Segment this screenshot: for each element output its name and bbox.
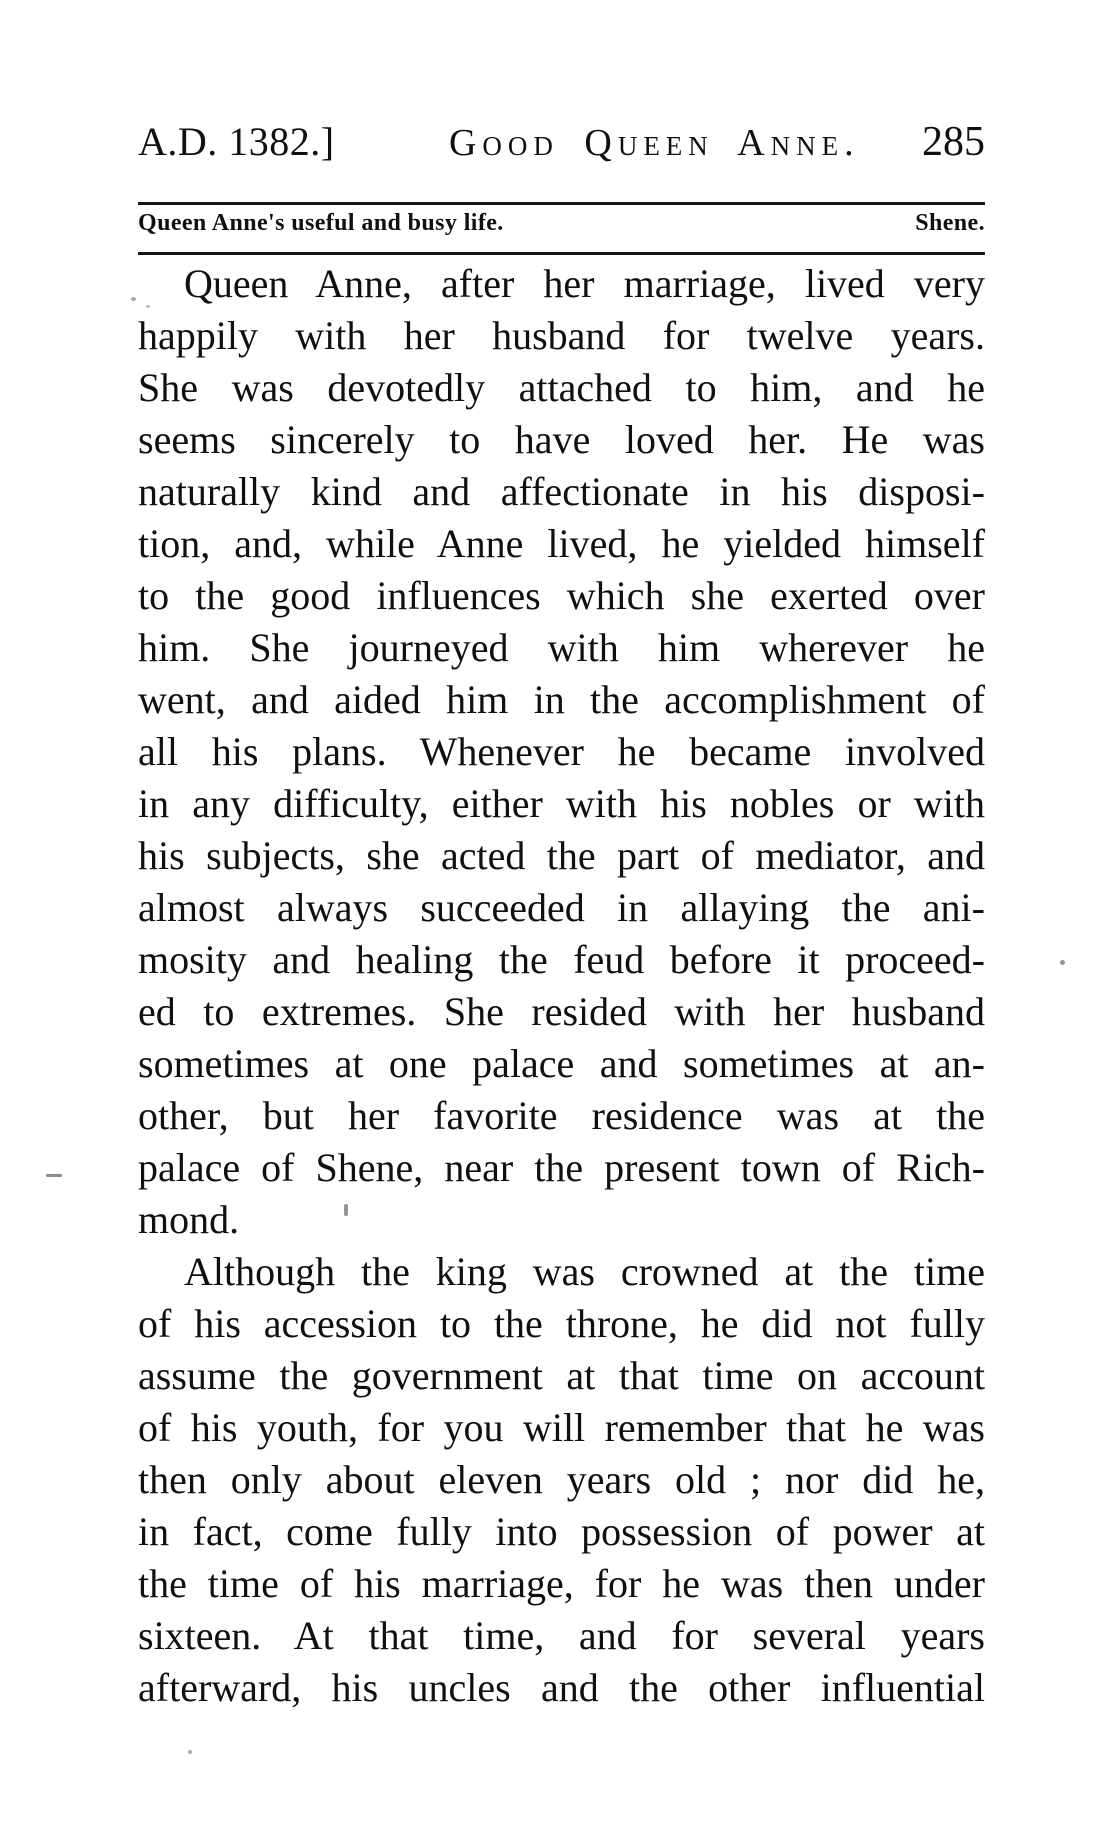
running-head bbox=[138, 118, 985, 166]
text-line: then only about eleven years old ; nor did he, bbox=[138, 1457, 985, 1502]
left-running-note: Queen Anne's useful and busy life. bbox=[138, 210, 504, 236]
text-line: of his youth, for you will remember that he was bbox=[138, 1405, 985, 1450]
text-line: assume the government at that time on account bbox=[138, 1353, 985, 1398]
scan-speck bbox=[344, 1204, 348, 1216]
paragraph bbox=[138, 1246, 985, 1714]
header-rule-top bbox=[138, 202, 985, 205]
text-line: him. She journeyed with him wherever he bbox=[138, 625, 985, 670]
page-title: Good Queen Anne. bbox=[448, 122, 860, 164]
text-line: tion, and, while Anne lived, he yielded himself bbox=[138, 521, 985, 566]
text-line: She was devotedly attached to him, and he bbox=[138, 365, 985, 410]
scan-speck bbox=[188, 1750, 192, 1754]
text-line: went, and aided him in the accomplishment of bbox=[138, 677, 985, 722]
text-line: almost always succeeded in allaying the ani- bbox=[138, 885, 985, 930]
running-notes bbox=[138, 210, 985, 237]
text-line: Although the king was crowned at the time bbox=[184, 1249, 985, 1294]
text-line: ed to extremes. She resided with her husband bbox=[138, 989, 985, 1034]
text-line: afterward, his uncles and the other influential bbox=[138, 1665, 985, 1710]
text-line: to the good influences which she exerted over bbox=[138, 573, 985, 618]
text-line: seems sincerely to have loved her. He was bbox=[138, 417, 985, 462]
text-line: in any difficulty, either with his nobles or with bbox=[138, 781, 985, 826]
text-line: naturally kind and affectionate in his disposi- bbox=[138, 469, 985, 514]
page-body bbox=[138, 258, 985, 1714]
text-line: palace of Shene, near the present town of Rich- bbox=[138, 1145, 985, 1190]
header-rule-bottom bbox=[138, 252, 985, 255]
text-line: other, but her favorite residence was at the bbox=[138, 1093, 985, 1138]
text-line: his subjects, she acted the part of mediator, and bbox=[138, 833, 985, 878]
scan-speck bbox=[131, 297, 136, 301]
paragraph bbox=[138, 258, 985, 1246]
text-line: mond. bbox=[138, 1197, 240, 1242]
text-line: sixteen. At that time, and for several years bbox=[138, 1613, 985, 1658]
scan-speck bbox=[46, 1174, 62, 1177]
scan-speck bbox=[146, 305, 150, 308]
text-line: happily with her husband for twelve years. bbox=[138, 313, 985, 358]
text-line: of his accession to the throne, he did not fully bbox=[138, 1301, 985, 1346]
text-line: Queen Anne, after her marriage, lived very bbox=[184, 261, 985, 306]
date-marginalia: A.D. 1382.] bbox=[138, 119, 335, 164]
scan-speck bbox=[1060, 960, 1065, 965]
text-line: sometimes at one palace and sometimes at an- bbox=[138, 1041, 985, 1086]
page-number: 285 bbox=[921, 119, 985, 165]
text-line: the time of his marriage, for he was then under bbox=[138, 1561, 985, 1606]
text-line: all his plans. Whenever he became involved bbox=[138, 729, 985, 774]
right-running-note: Shene. bbox=[915, 210, 985, 236]
text-line: in fact, come fully into possession of power at bbox=[138, 1509, 985, 1554]
text-line: mosity and healing the feud before it proceed- bbox=[138, 937, 985, 982]
